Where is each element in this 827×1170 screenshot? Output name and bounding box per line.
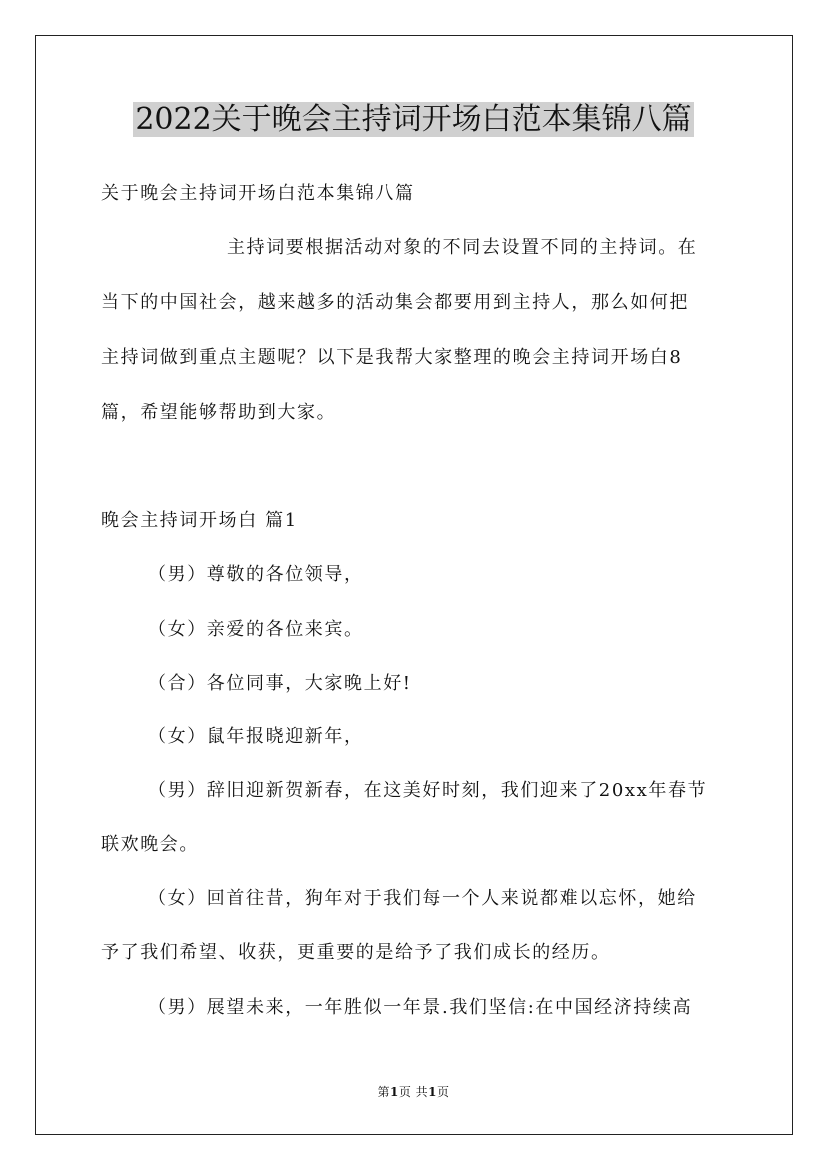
footer-current-page: 1 xyxy=(389,1085,399,1099)
document-title-text: 2022关于晚会主持词开场白范本集锦八篇 xyxy=(135,102,692,137)
section-heading: 晚会主持词开场白 篇1 xyxy=(101,510,298,531)
intro-line: 主持词做到重点主题呢？以下是我帮大家整理的晚会主持词开场白8 xyxy=(101,347,683,368)
dialogue-line: （女）亲爱的各位来宾。 xyxy=(148,619,364,640)
dialogue-line: 联欢晚会。 xyxy=(101,834,199,855)
page-footer xyxy=(0,1083,827,1101)
dialogue-line: （女）回首往昔，狗年对于我们每一个人来说都难以忘怀，她给 xyxy=(148,888,697,909)
dialogue-line: （男）展望未来，一年胜似一年景.我们坚信:在中国经济持续高 xyxy=(148,997,693,1018)
intro-line: 当下的中国社会，越来越多的活动集会都要用到主持人，那么如何把 xyxy=(101,292,689,313)
document-title xyxy=(0,98,827,142)
footer-total-pages: 1 xyxy=(428,1085,438,1099)
intro-line: 主持词要根据活动对象的不同去设置不同的主持词。在 xyxy=(227,237,698,258)
dialogue-line: （男）辞旧迎新贺新春，在这美好时刻，我们迎来了20xx年春节 xyxy=(148,780,708,801)
dialogue-line: （合）各位同事，大家晚上好! xyxy=(148,673,412,694)
intro-line: 篇，希望能够帮助到大家。 xyxy=(101,402,337,423)
footer-suffix: 页 xyxy=(437,1085,450,1099)
dialogue-line: （女）鼠年报晓迎新年， xyxy=(148,726,364,747)
dialogue-line: 予了我们希望、收获，更重要的是给予了我们成长的经历。 xyxy=(101,942,611,963)
dialogue-line: （男）尊敬的各位领导， xyxy=(148,564,364,585)
document-subtitle: 关于晚会主持词开场白范本集锦八篇 xyxy=(101,183,415,204)
footer-mid: 页 共 xyxy=(398,1085,429,1099)
footer-prefix: 第 xyxy=(377,1085,390,1099)
